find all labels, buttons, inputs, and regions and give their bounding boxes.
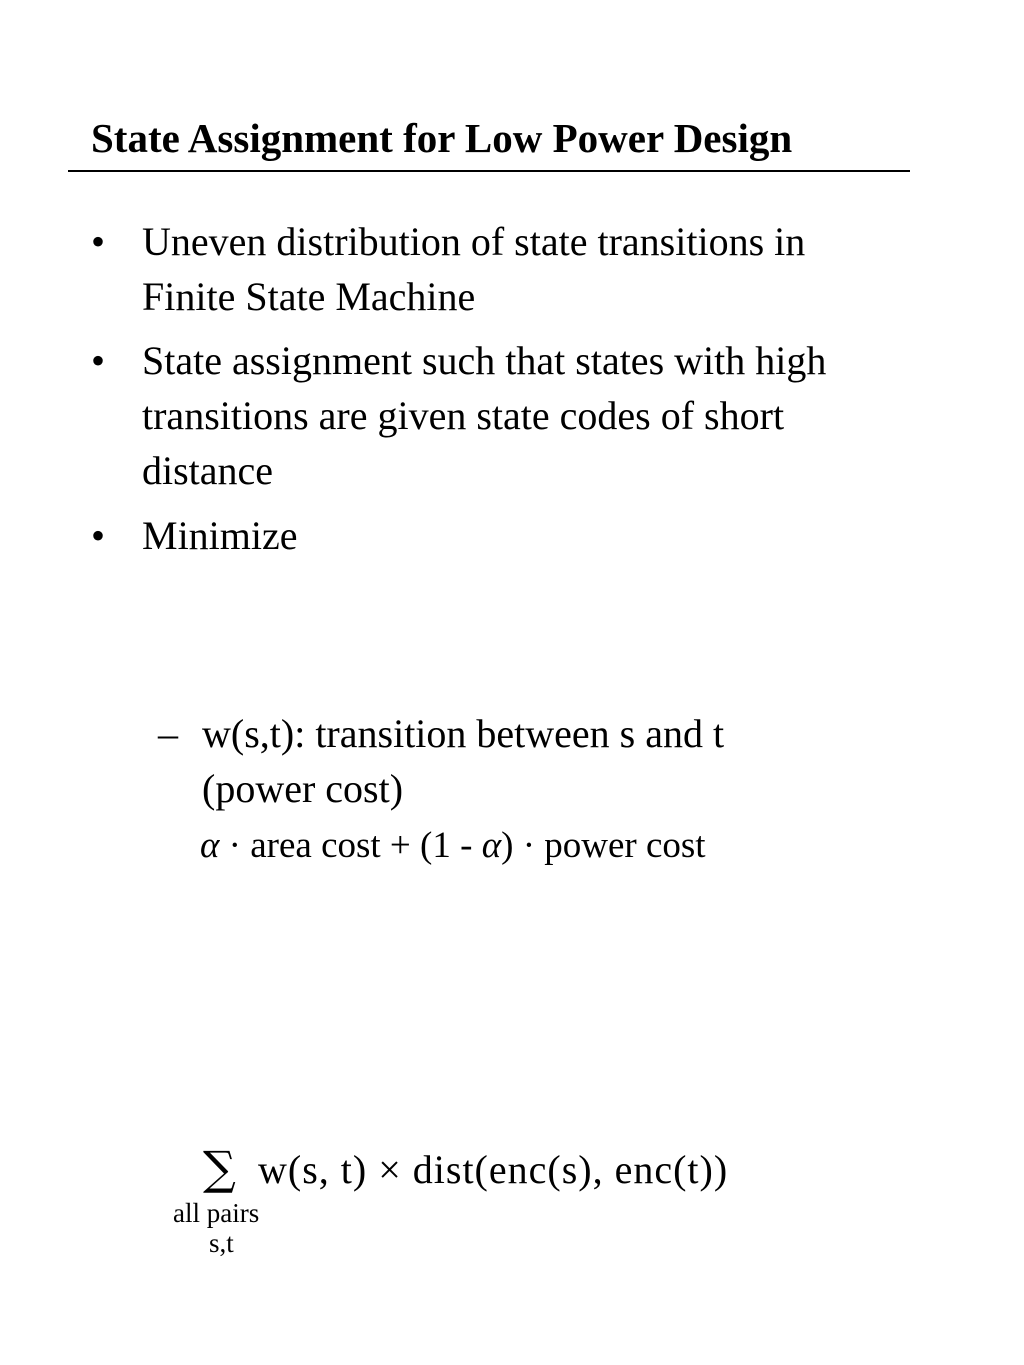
slide-title: State Assignment for Low Power Design xyxy=(91,115,793,161)
bullet-marker: • xyxy=(91,219,106,264)
bullet-text xyxy=(142,508,298,563)
summation-subscript-line2: s,t xyxy=(209,1228,234,1258)
cost-formula-part2: ) · power cost xyxy=(501,825,706,866)
cost-formula xyxy=(200,822,706,870)
sub-bullet-text xyxy=(202,706,724,816)
bullet-line: transitions are given state codes of short xyxy=(142,393,785,438)
bullet-line: State assignment such that states with high xyxy=(142,338,827,383)
bullet-line: Finite State Machine xyxy=(142,274,476,319)
cost-formula-part1: · area cost + (1 - xyxy=(219,825,482,866)
bullet-line: distance xyxy=(142,448,274,493)
summation-subscript-line1: all pairs xyxy=(173,1198,260,1228)
alpha-symbol: α xyxy=(200,825,220,866)
alpha-symbol: α xyxy=(481,825,502,866)
sub-bullet-line: w(s,t): transition between s and t xyxy=(202,711,725,756)
bullet-marker: • xyxy=(91,338,106,383)
sub-bullet-line: (power cost) xyxy=(202,766,404,811)
title-divider xyxy=(68,170,910,172)
formula-expression: w(s, t) × dist(enc(s), enc(t)) xyxy=(258,1147,729,1192)
bullet-line: Minimize xyxy=(142,513,298,558)
bullet-text xyxy=(142,214,805,324)
bullet-marker: • xyxy=(91,513,106,558)
bullet-line: Uneven distribution of state transitions in xyxy=(142,219,806,264)
bullet-text xyxy=(142,333,826,498)
summation-symbol: ∑ xyxy=(203,1141,236,1195)
sub-bullet-marker: – xyxy=(158,711,178,756)
